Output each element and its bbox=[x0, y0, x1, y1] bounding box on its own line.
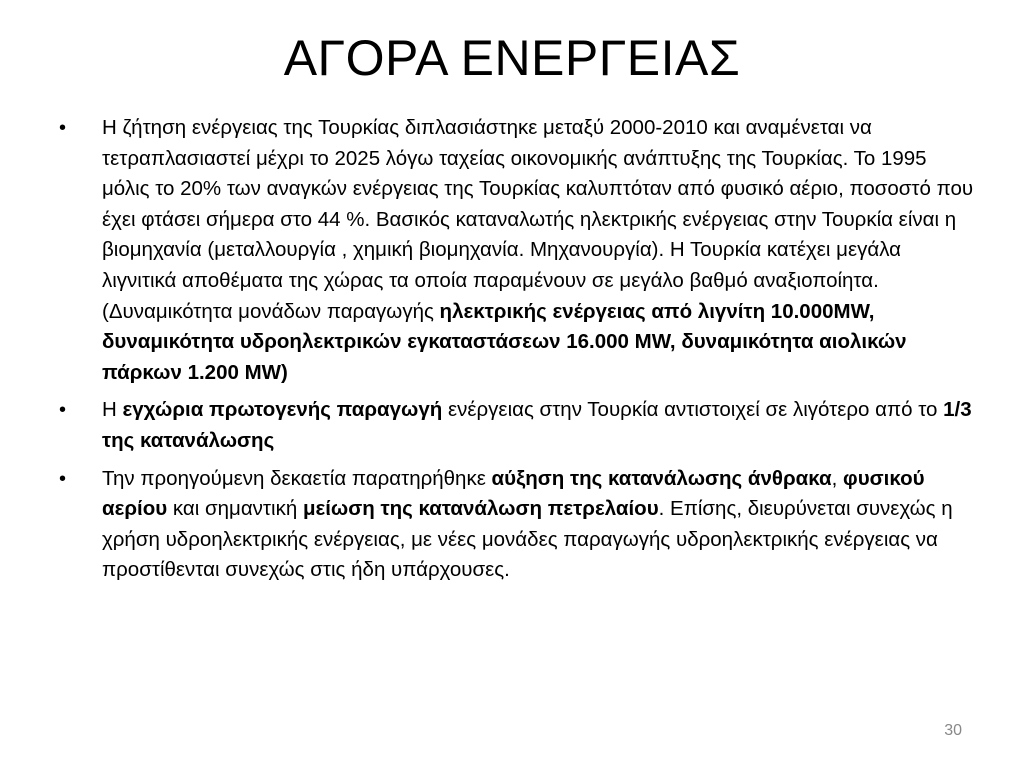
text-segment: , bbox=[831, 466, 844, 490]
text-segment: ενέργειας στην Τουρκία αντιστοιχεί σε λιγότερο από το bbox=[442, 398, 944, 422]
bold-text-segment: ηλεκτρικής ενέργειας από λιγνίτη 10.000MW, δυναμικότητα υδροηλεκτρικών εγκαταστάσεων 16.000 MW, δυναμικότητα αιολικών πάρκων 1.200 MW) bbox=[102, 299, 907, 384]
text-segment: Η bbox=[102, 398, 123, 422]
bullet-list bbox=[56, 113, 976, 593]
bold-text-segment: εγχώρια πρωτογενής παραγωγή bbox=[122, 398, 443, 422]
bold-text-segment: φυσικού αερίου bbox=[102, 466, 925, 521]
bullet-item-energy-demand bbox=[56, 113, 976, 388]
bold-text-segment: αύξηση της κατανάλωσης άνθρακα bbox=[491, 466, 832, 490]
bold-text-segment: 1/3 της κατανάλωσης bbox=[102, 398, 972, 452]
bullet-marker: • bbox=[59, 467, 67, 490]
text-segment: και σημαντική bbox=[167, 497, 303, 521]
page-number: 30 bbox=[944, 722, 962, 739]
bullet-marker: • bbox=[59, 117, 67, 139]
text-segment: . Επίσης, διευρύνεται συνεχώς η χρήση υδροηλεκτρικής ενέργειας, με νέες μονάδες παραγωγής υδροηλεκτρικής ενέργειας να προστίθενται συνεχώς στις ήδη υπάρχουσες. bbox=[102, 497, 953, 582]
bullet-marker: • bbox=[59, 399, 67, 422]
slide-title: ΑΓΟΡΑ ΕΝΕΡΓΕΙΑΣ bbox=[283, 30, 741, 86]
text-segment: Η ζήτηση ενέργειας της Τουρκίας διπλασιάστηκε μεταξύ 2000-2010 και αναμένεται να τετραπλασιαστεί μέχρι το 2025 λόγω ταχείας οικονομικής ανάπτυξης της Τουρκίας. Το 1995 μόλις το 20% των αναγκών ενέργειας της Τουρκίας καλυπτόταν από φυσικό αέριο, ποσοστό που έχει φτάσει σήμερα στο 44 %. Βασικός καταναλωτής ηλεκτρικής ενέργειας στην Τουρκία είναι η βιομηχανία (μεταλλουργία , χημική βιομηχανία. Μηχανουργία). Η Τουρκία κατέχει μεγάλα λιγνιτικά αποθέματα της χώρας τα οποία παραμένουν σε μεγάλο βαθμό αναξιοποίητα. (Δυναμικότητα μονάδων παραγωγής bbox=[102, 116, 974, 323]
bullet-text bbox=[102, 116, 973, 384]
bullet-item-domestic-production bbox=[56, 395, 976, 456]
bullet-text bbox=[102, 398, 972, 452]
bold-text-segment: μείωση της κατανάλωση πετρελαίου bbox=[302, 497, 659, 521]
bullet-item-consumption-trends bbox=[56, 464, 976, 586]
bullet-text bbox=[102, 467, 953, 582]
text-segment: Την προηγούμενη δεκαετία παρατηρήθηκε bbox=[102, 466, 492, 490]
